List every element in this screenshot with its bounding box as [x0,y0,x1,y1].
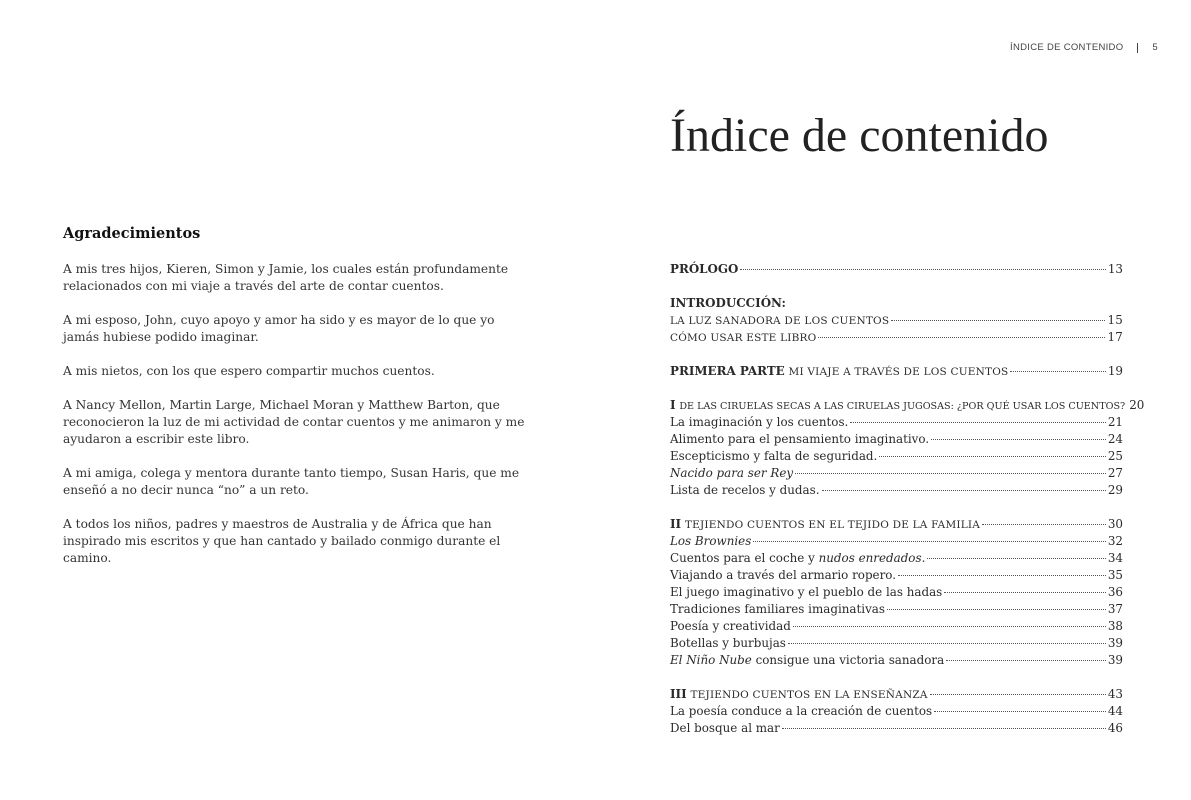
toc-entry[interactable] [670,482,1123,499]
chapter-number: II [670,517,682,531]
toc-page-number: 43 [1107,687,1123,701]
toc-entry[interactable] [670,703,1123,720]
toc-page-number: 39 [1107,653,1123,667]
toc-leader [931,439,1106,440]
table-of-contents [670,261,1145,737]
toc-leader [927,558,1106,559]
toc-leader [934,711,1106,712]
part-title: MI VIAJE A TRAVÉS DE LOS CUENTOS [788,366,1009,378]
toc-page-number: 13 [1107,262,1123,276]
chapter-title: DE LAS CIRUELAS SECAS A LAS CIRUELAS JUGOSAS: ¿POR QUÉ USAR LOS CUENTOS? [679,401,1126,412]
toc-entry-text: Nacido para ser Rey [670,466,794,480]
toc-leader [818,337,1105,338]
toc-page-number: 29 [1107,483,1123,497]
toc-entry[interactable] [670,601,1123,618]
toc-entry[interactable] [670,312,1123,329]
toc-page-number: 15 [1107,313,1123,327]
ack-paragraph: A mi esposo, John, cuyo apoyo y amor ha sido y es mayor de lo que yo jamás hubiese podido imaginar. [63,313,495,344]
toc-entry[interactable] [670,431,1123,448]
toc-entry[interactable] [670,550,1123,567]
toc-leader [1010,371,1105,372]
toc-leader [891,320,1105,321]
page-number: 5 [1152,42,1158,53]
toc-heading-introduccion: INTRODUCCIÓN: [670,296,786,310]
toc-page-number: 39 [1107,636,1123,650]
toc-page-number: 46 [1107,721,1123,735]
toc-entry[interactable] [670,533,1123,550]
toc-leader [822,490,1106,491]
toc-chapter-title[interactable] [670,397,1145,414]
toc-entry[interactable] [670,567,1123,584]
toc-gap [670,346,1123,363]
ack-paragraph: A todos los niños, padres y maestros de Australia y de África que han inspirado mis escritos y que han cantado y bailado conmigo durante el camino. [63,517,501,565]
toc-leader [788,643,1106,644]
toc-entry-text: Lista de recelos y dudas. [670,483,820,497]
toc-page-number: 38 [1107,619,1123,633]
toc-gap [670,380,1123,397]
toc-entry[interactable] [670,652,1123,669]
toc-entry-text [670,397,1125,415]
toc-entry-text [670,363,1008,381]
toc-leader [982,524,1106,525]
header-separator [1137,43,1138,53]
toc-entry-text [670,516,980,534]
toc-entry-text: Viajando a través del armario ropero. [670,568,897,582]
toc-chapter-title[interactable] [670,686,1123,703]
toc-entry-text: Los Brownies [670,534,752,548]
toc-entry-text-italic: nudos enredados. [818,551,926,565]
toc-entry[interactable] [670,414,1123,431]
toc-leader [850,422,1106,423]
toc-entry-text [670,652,944,669]
toc-entry-text: Tradiciones familiares imaginativas [670,602,886,616]
acknowledgements-heading: Agradecimientos [63,225,201,242]
toc-page-number: 19 [1107,364,1123,378]
toc-page-number: 27 [1107,466,1123,480]
toc-entry-text: PRÓLOGO [670,262,739,276]
toc-entry[interactable] [670,635,1123,652]
toc-leader [879,456,1106,457]
toc-entry[interactable] [670,584,1123,601]
toc-entry[interactable] [670,720,1123,737]
toc-entry[interactable] [670,448,1123,465]
ack-paragraph: A mi amiga, colega y mentora durante tanto tiempo, Susan Haris, que me enseñó a no decir nunca “no” a un reto. [63,466,520,497]
toc-page-number: 21 [1107,415,1123,429]
toc-entry-text: Escepticismo y falta de seguridad. [670,449,878,463]
chapter-title: TEJIENDO CUENTOS EN EL TEJIDO DE LA FAMILIA [684,519,981,531]
toc-leader [898,575,1106,576]
toc-entry-text-plain: consigue una victoria sanadora [755,653,945,667]
toc-entry-text: Del bosque al mar [670,721,780,735]
toc-entry-text: Poesía y creatividad [670,619,791,633]
toc-gap [670,669,1123,686]
toc-entry-text: CÓMO USAR ESTE LIBRO [670,332,817,344]
chapter-number: I [670,398,676,412]
toc-leader [887,609,1106,610]
toc-chapter-title[interactable] [670,516,1123,533]
toc-page-number: 24 [1107,432,1123,446]
toc-leader [944,592,1106,593]
toc-page-number: 17 [1107,330,1123,344]
toc-leader [753,541,1106,542]
toc-gap [670,499,1123,516]
toc-page-number: 34 [1107,551,1123,565]
toc-page-number: 44 [1107,704,1123,718]
running-header [1010,42,1158,53]
running-header-section: ÍNDICE DE CONTENIDO [1010,42,1124,53]
toc-page-number: 35 [1107,568,1123,582]
toc-entry-text: El juego imaginativo y el pueblo de las hadas [670,585,943,599]
toc-entry-text: LA LUZ SANADORA DE LOS CUENTOS [670,315,890,327]
toc-entry-text [670,686,928,704]
toc-entry-text: La poesía conduce a la creación de cuentos [670,704,933,718]
toc-entry-part1[interactable] [670,363,1123,380]
toc-leader [782,728,1106,729]
chapter-number: III [670,687,687,701]
acknowledgements-text [63,261,533,584]
toc-entry[interactable] [670,618,1123,635]
toc-page-number: 36 [1107,585,1123,599]
ack-paragraph: A mis nietos, con los que espero compartir muchos cuentos. [63,364,435,378]
toc-entry[interactable] [670,329,1123,346]
toc-page-number: 30 [1107,517,1123,531]
toc-leader [946,660,1106,661]
page-title: Índice de contenido [670,109,1049,162]
toc-page-number: 25 [1107,449,1123,463]
toc-gap [670,278,1123,295]
toc-leader [740,269,1105,270]
ack-paragraph: A Nancy Mellon, Martin Large, Michael Moran y Matthew Barton, que reconocieron la luz de mi actividad de contar cuentos y me animaron y me ayudaron a escribir este libro. [63,398,525,446]
toc-entry-text [670,550,925,567]
part-label: PRIMERA PARTE [670,364,785,378]
toc-entry-text-italic: El Niño Nube [670,653,752,667]
toc-entry-text: La imaginación y los cuentos. [670,415,849,429]
toc-entry[interactable] [670,465,1123,482]
toc-entry-text: Botellas y burbujas [670,636,786,650]
toc-page-number: 37 [1107,602,1123,616]
chapter-title: TEJIENDO CUENTOS EN LA ENSEÑANZA [690,689,928,701]
toc-leader [793,626,1106,627]
toc-page-number: 32 [1107,534,1123,548]
right-page [596,0,1191,800]
toc-entry-text-plain: Cuentos para el coche y [670,551,815,565]
ack-paragraph: A mis tres hijos, Kieren, Simon y Jamie, los cuales están profundamente relacionados con mi viaje a través del arte de contar cuentos. [63,262,509,293]
toc-entry-prologo[interactable] [670,261,1123,278]
toc-page-number: 20 [1129,398,1145,412]
toc-entry-text: Alimento para el pensamiento imaginativo. [670,432,930,446]
toc-leader [795,473,1106,474]
toc-leader [930,694,1106,695]
